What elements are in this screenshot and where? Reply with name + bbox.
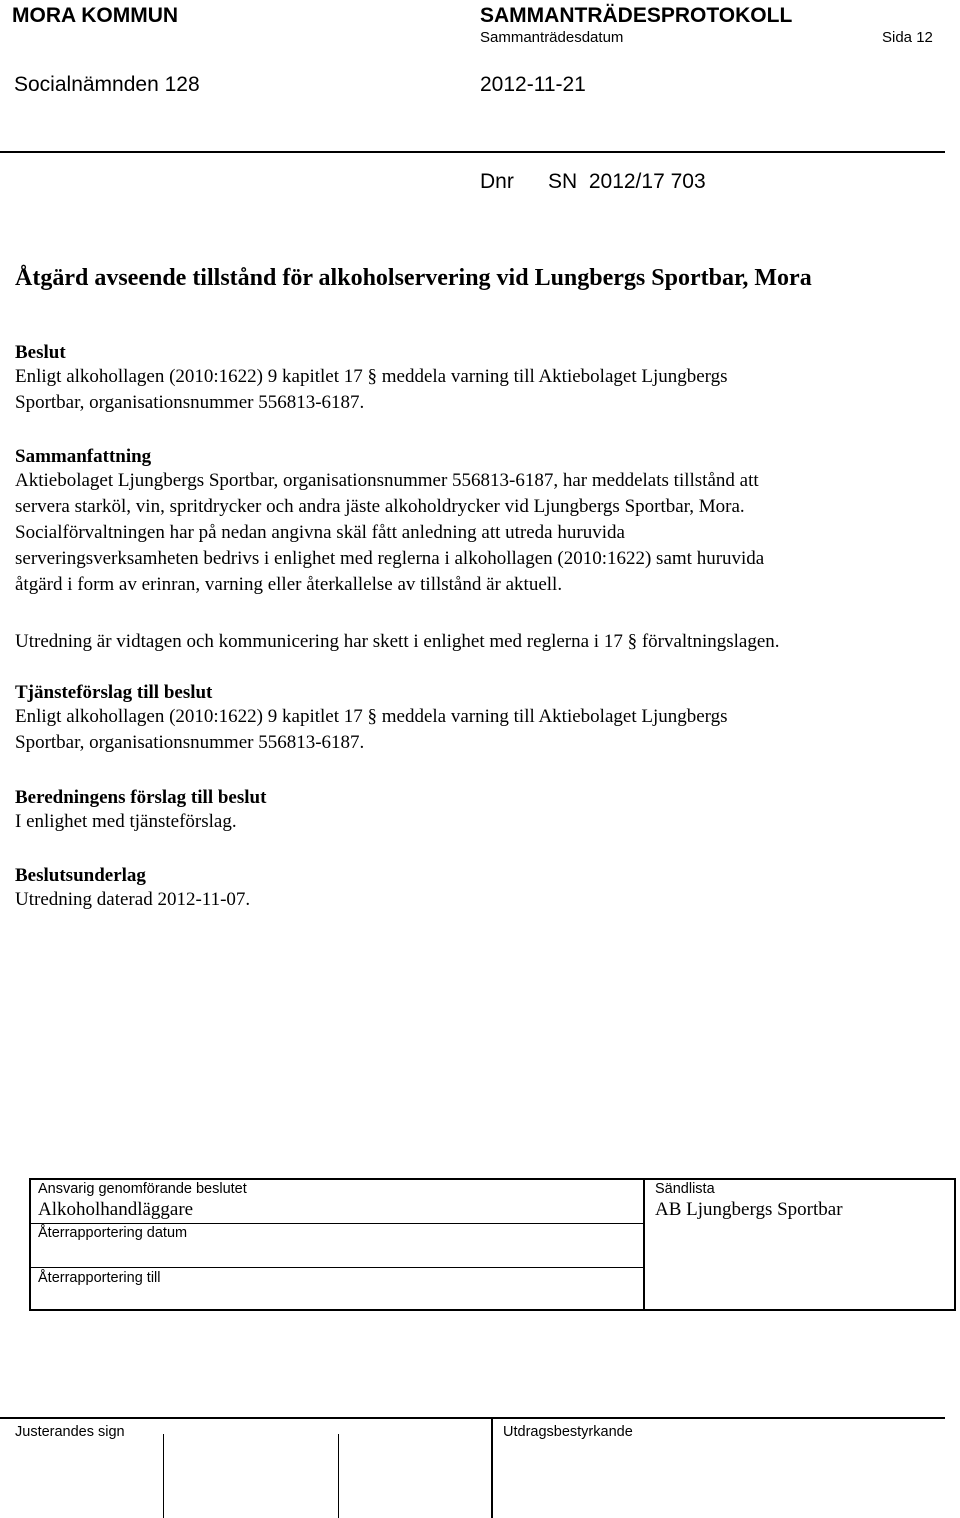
responsible-label: Ansvarig genomförande beslutet bbox=[38, 1181, 247, 1197]
tjansteforslag-line: Enligt alkohollagen (2010:1622) 9 kapitlet 17 § meddela varning till Aktiebolaget Ljungbergs bbox=[15, 706, 728, 727]
sammanfattning-line: Socialförvaltningen har på nedan angivna skäl fått anledning att utreda huruvida bbox=[15, 522, 625, 543]
tjansteforslag-section bbox=[15, 682, 728, 756]
beslutsunderlag-text: Utredning daterad 2012-11-07. bbox=[15, 889, 251, 910]
sammanfattning-heading: Sammanfattning bbox=[15, 446, 152, 467]
page-title: Åtgärd avseende tillstånd för alkoholservering vid Lungbergs Sportbar, Mora bbox=[15, 265, 812, 291]
beslut-body bbox=[15, 364, 728, 416]
responsible-value: Alkoholhandläggare bbox=[38, 1199, 194, 1220]
signature-rule bbox=[0, 1417, 945, 1419]
meeting-date: 2012-11-21 bbox=[480, 73, 586, 96]
tjansteforslag-heading: Tjänsteförslag till beslut bbox=[15, 682, 213, 703]
implementation-box bbox=[29, 1178, 956, 1311]
sammanfattning-line: servera starköl, vin, spritdrycker och andra jäste alkoholdrycker vid Ljungbergs Sportbar, Mora. bbox=[15, 496, 745, 517]
sammanfattning-line: åtgärd i form av erinran, varning eller återkallelse av tillstånd är aktuell. bbox=[15, 574, 563, 595]
meeting-date-label: Sammanträdesdatum bbox=[480, 29, 624, 46]
dnr-label: Dnr bbox=[480, 170, 514, 193]
box-divider-2 bbox=[29, 1267, 645, 1268]
sendlist-label: Sändlista bbox=[655, 1181, 715, 1197]
utdragsbestyrkande-label: Utdragsbestyrkande bbox=[503, 1424, 633, 1440]
sign-divider bbox=[338, 1434, 339, 1518]
sign-divider-main bbox=[491, 1417, 493, 1518]
sammanfattning-line: serveringsverksamheten bedrivs i enlighet med reglerna i alkohollagen (2010:1622) samt huruvida bbox=[15, 548, 765, 569]
justerandes-sign-label: Justerandes sign bbox=[15, 1424, 125, 1440]
page-number: Sida 12 bbox=[882, 29, 933, 46]
org-name: MORA KOMMUN bbox=[12, 4, 179, 27]
report-date-label: Återrapportering datum bbox=[38, 1225, 188, 1241]
report-to-label: Återrapportering till bbox=[38, 1270, 161, 1286]
beslutsunderlag-section bbox=[15, 865, 250, 913]
committee-ref: Socialnämnden 128 bbox=[14, 73, 200, 96]
header-rule bbox=[0, 151, 945, 153]
beslut-section bbox=[15, 342, 728, 416]
beredning-section bbox=[15, 787, 266, 835]
dnr-value: SN 2012/17 703 bbox=[548, 170, 706, 193]
doc-type: SAMMANTRÄDESPROTOKOLL bbox=[480, 4, 793, 27]
beredning-heading: Beredningens förslag till beslut bbox=[15, 787, 267, 808]
tjansteforslag-line: Sportbar, organisationsnummer 556813-6187. bbox=[15, 732, 365, 753]
beslut-heading: Beslut bbox=[15, 342, 66, 363]
beslut-line: Enligt alkohollagen (2010:1622) 9 kapitlet 17 § meddela varning till Aktiebolaget Ljungbergs bbox=[15, 366, 728, 387]
tjansteforslag-body bbox=[15, 704, 728, 756]
box-divider-1 bbox=[29, 1223, 645, 1224]
sammanfattning-section bbox=[15, 446, 764, 598]
sammanfattning-line: Aktiebolaget Ljungbergs Sportbar, organisationsnummer 556813-6187, har meddelats tillstånd att bbox=[15, 470, 759, 491]
beslut-line: Sportbar, organisationsnummer 556813-6187. bbox=[15, 392, 365, 413]
sendlist-value: AB Ljungbergs Sportbar bbox=[655, 1199, 843, 1220]
utredning-note: Utredning är vidtagen och kommunicering har skett i enlighet med reglerna i 17 § förvaltningslagen. bbox=[15, 631, 780, 652]
beredning-text: I enlighet med tjänsteförslag. bbox=[15, 811, 237, 832]
sammanfattning-body bbox=[15, 468, 764, 598]
box-divider-vertical bbox=[643, 1178, 645, 1311]
beslutsunderlag-heading: Beslutsunderlag bbox=[15, 865, 146, 886]
sign-divider bbox=[163, 1434, 164, 1518]
